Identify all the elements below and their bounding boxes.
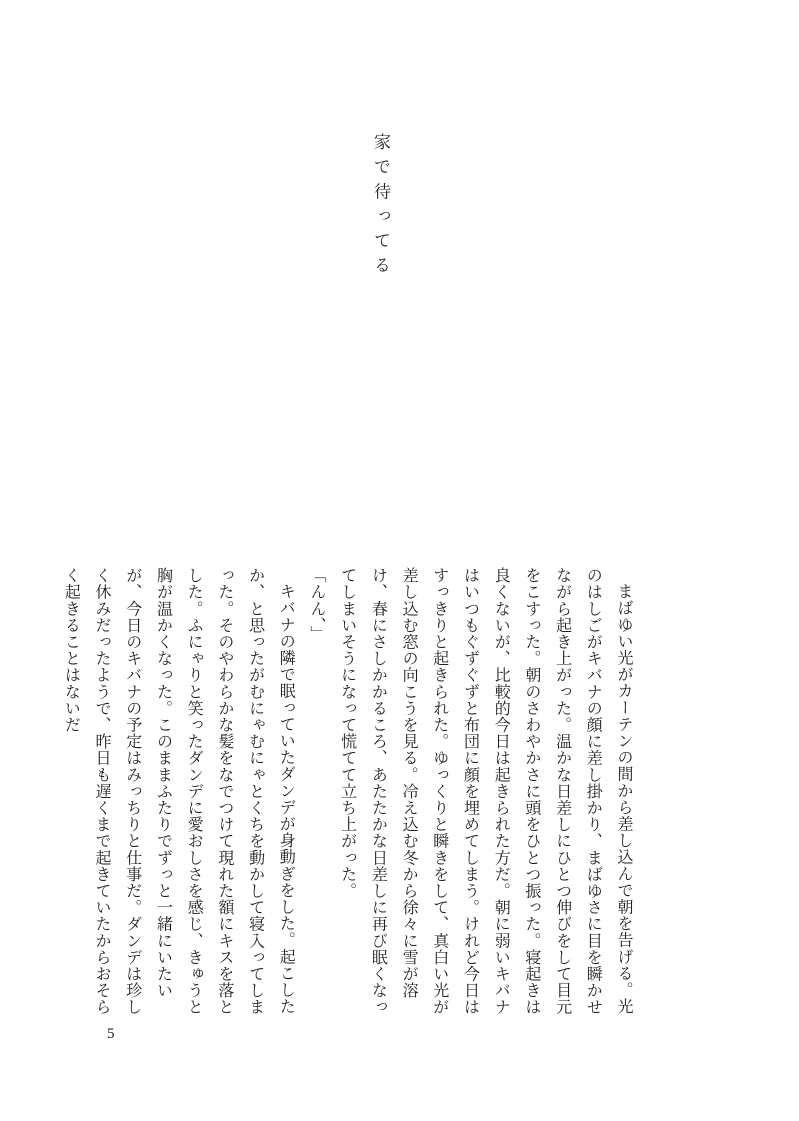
paragraph-3: キバナの隣で眠っていたダンデが身動ぎをした。起こしたか、と思ったがむにゃむにゃとくちを動かして寝入ってしまった。そのやわらかな髪をなでつけて現れた額にキスを落とした。ふにゃりと笑ったダンデに愛おしさを感じ、きゅうと胸が温かくなった。このままふたりでずっと一緒にいたいが、今日のキバナの予定はみっちりと仕事だ。ダンデは珍しく休みだったようで、昨日も遅くまで起きていたからおそらく起きることはないだ: [62, 567, 295, 1016]
page-number: 5: [107, 1026, 115, 1042]
paragraph-2-dialogue: 「んん、」: [307, 567, 325, 642]
paragraph-1: まばゆい光がカーテンの間から差し込んで朝を告げる。光のはしごがキバナの顔に差し掛かり、まばゆさに目を瞬かせながら起き上がった。温かな日差しにひとつ伸びをして目元をこすった。朝のさわやかさに頭をひとつ振った。寝起きは良くないが、比較的今日は起きられた方だ。朝に弱いキバナはいつもぐずぐずと布団に顔を埋めてしまう。けれど今日はすっきりと起きられた。ゆっくりと瞬きをして、真白い光が差し込む窓の向こうを見る。冷え込む冬から徐々に雪が溶け、春にさしかかるころ、あたたかな日差しに再び眠くなってしまいそうになって慌てて立ち上がった。: [338, 567, 632, 1016]
body-text-block: [62, 567, 638, 1031]
story-title: 家で待ってる: [371, 133, 390, 281]
